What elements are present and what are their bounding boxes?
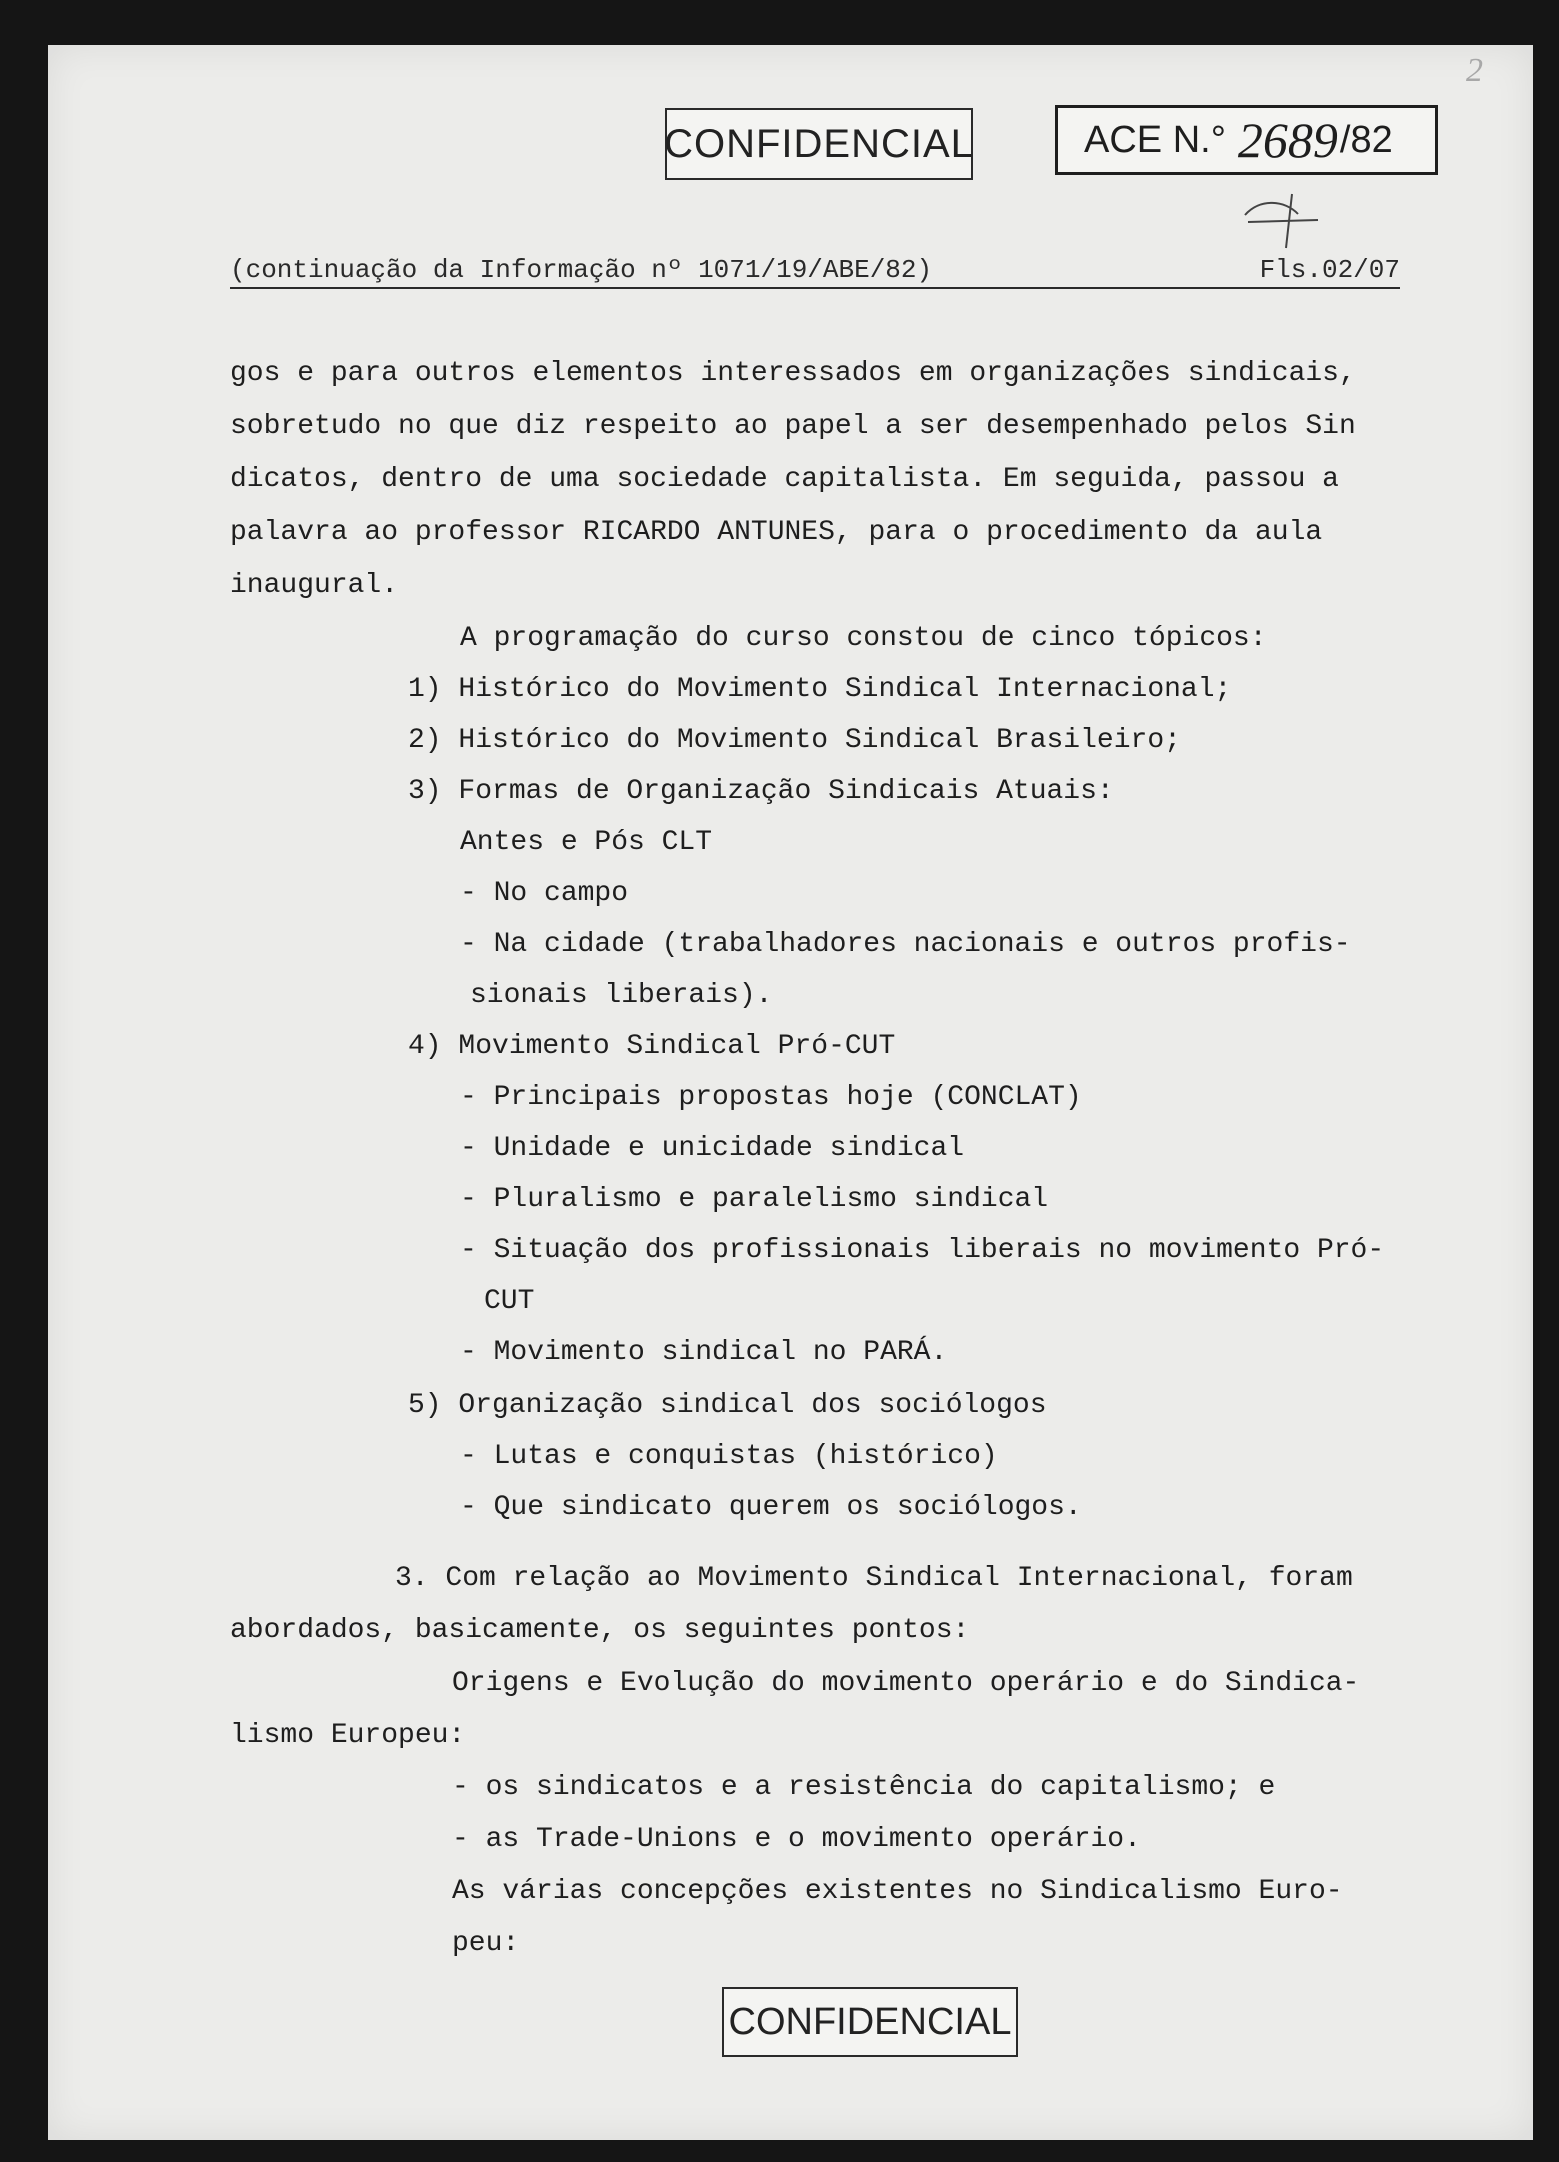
- subtopic-item: - Unidade e unicidade sindical: [460, 1133, 965, 1164]
- confidential-stamp-top: CONFIDENCIAL: [665, 108, 973, 180]
- subtopic-item: - os sindicatos e a resistência do capitalismo; e: [452, 1772, 1276, 1803]
- subtopic-item: - Principais propostas hoje (CONCLAT): [460, 1082, 1082, 1113]
- subtopic-item: - Pluralismo e paralelismo sindical: [460, 1184, 1049, 1215]
- body-line: palavra ao professor RICARDO ANTUNES, para o procedimento da aula: [230, 517, 1323, 548]
- topic-item: 1) Histórico do Movimento Sindical Internacional;: [408, 674, 1232, 705]
- handwritten-initials: [1240, 190, 1325, 250]
- topic-item: 4) Movimento Sindical Pró-CUT: [408, 1031, 896, 1062]
- paragraph-line: lismo Europeu:: [230, 1720, 466, 1751]
- paragraph-line: abordados, basicamente, os seguintes pontos:: [230, 1615, 970, 1646]
- subtopic-item: - No campo: [460, 878, 629, 909]
- subtopic-item: Antes e Pós CLT: [460, 827, 713, 858]
- document-header: [230, 255, 1400, 289]
- ace-number-box: [1055, 105, 1438, 175]
- ace-label: ACE N.°: [1084, 118, 1226, 161]
- subtopic-item: - Situação dos profissionais liberais no movimento Pró-: [460, 1235, 1385, 1266]
- subtopic-item: - Lutas e conquistas (histórico): [460, 1441, 998, 1472]
- subtopic-item: CUT: [484, 1286, 535, 1317]
- topic-item: 2) Histórico do Movimento Sindical Brasileiro;: [408, 725, 1181, 756]
- paragraph-line: 3. Com relação ao Movimento Sindical Internacional, foram: [395, 1563, 1353, 1594]
- topic-item: 5) Organização sindical dos sociólogos: [408, 1390, 1047, 1421]
- confidential-stamp-bottom: CONFIDENCIAL: [722, 1987, 1018, 2057]
- subtopic-item: - Na cidade (trabalhadores nacionais e outros profis-: [460, 929, 1351, 960]
- sheet-number: Fls.02/07: [1259, 255, 1400, 285]
- subtopic-item: sionais liberais).: [470, 980, 773, 1011]
- subtopic-item: - as Trade-Unions e o movimento operário.: [452, 1824, 1141, 1855]
- paragraph-line: Origens e Evolução do movimento operário e do Sindica-: [452, 1668, 1360, 1699]
- ace-number: 2689: [1237, 112, 1338, 168]
- paragraph-line: As várias concepções existentes no Sindicalismo Euro-: [452, 1876, 1343, 1907]
- body-line: sobretudo no que diz respeito ao papel a ser desempenhado pelos Sin: [230, 411, 1356, 442]
- body-line: A programação do curso constou de cinco tópicos:: [460, 623, 1267, 654]
- ace-year: /82: [1339, 118, 1393, 161]
- subtopic-item: - Que sindicato querem os sociólogos.: [460, 1492, 1082, 1523]
- subtopic-item: - Movimento sindical no PARÁ.: [460, 1337, 948, 1368]
- page-number-mark: 2: [1466, 52, 1483, 89]
- information-reference: (continuação da Informação nº 1071/19/ABE/82): [230, 255, 933, 285]
- paragraph-line: peu:: [452, 1928, 520, 1959]
- topic-item: 3) Formas de Organização Sindicais Atuais:: [408, 776, 1114, 807]
- body-line: gos e para outros elementos interessados em organizações sindicais,: [230, 358, 1356, 389]
- body-line: dicatos, dentro de uma sociedade capitalista. Em seguida, passou a: [230, 464, 1339, 495]
- body-line: inaugural.: [230, 570, 399, 601]
